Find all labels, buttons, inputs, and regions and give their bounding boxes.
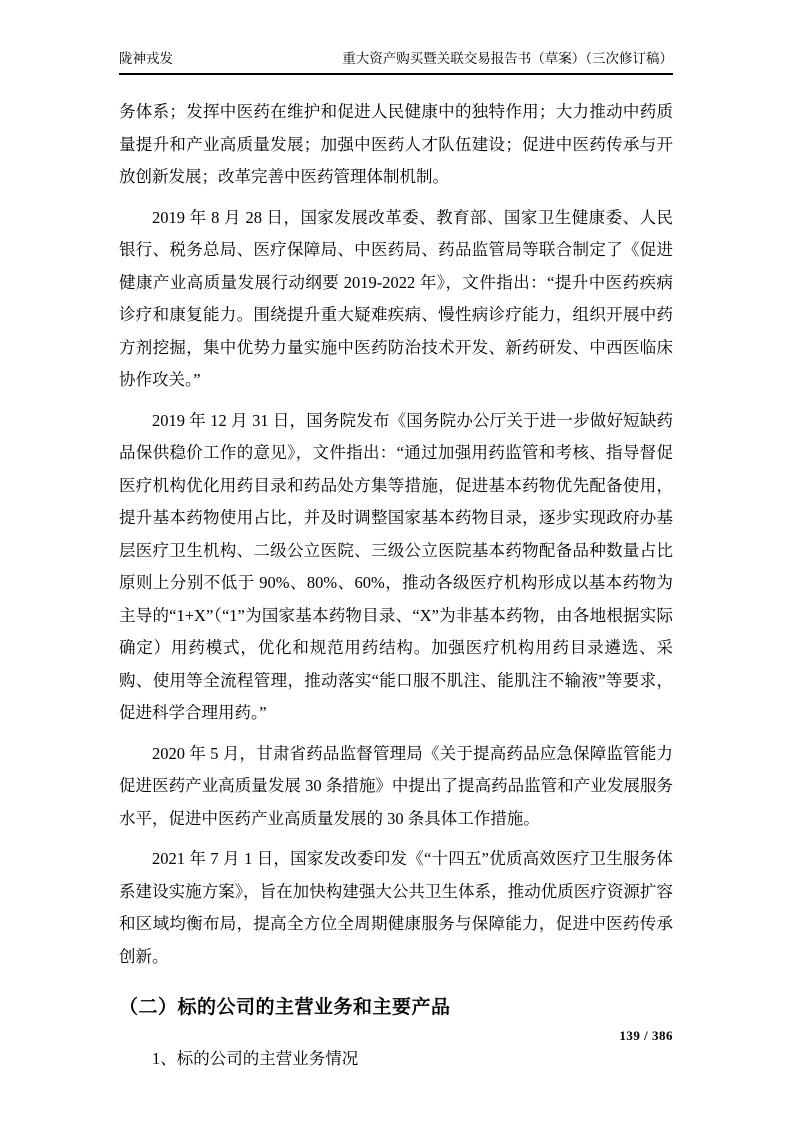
header-company-name: 陇神戎发: [119, 51, 173, 66]
body-paragraph: 2020 年 5 月，甘肃省药品监督管理局《关于提高药品应急保障监管能力促进医药产业高质量发展 30 条措施》中提出了提高药品监管和产业发展服务水平，促进中医药产业高质量发展的 30 条具体工作措施。: [119, 743, 673, 828]
document-body: [119, 96, 673, 1071]
body-paragraph: 2019 年 8 月 28 日，国家发展改革委、教育部、国家卫生健康委、人民银行、税务总局、医疗保障局、中医药局、药品监管局等联合制定了《促进健康产业高质量发展行动纲要 2019-2022 年》，文件指出：“提升中医药疾病诊疗和康复能力。围绕提升重大疑难疾病、慢性病诊疗能力，组织开展中药方剂挖掘，集中优势力量实施中医药防治技术开发、新药研发、中西医临床协作攻关。”: [119, 207, 673, 389]
subsection-heading: 1、标的公司的主营业务情况: [152, 1049, 359, 1068]
body-paragraph: 务体系；发挥中医药在维护和促进人民健康中的独特作用；大力推动中药质量提升和产业高质量发展；加强中医药人才队伍建设；促进中医药传承与开放创新发展；改革完善中医药管理体制机制。: [119, 102, 673, 186]
page-footer: [619, 1028, 673, 1044]
section-heading: （二）标的公司的主营业务和主要产品: [119, 997, 451, 1018]
body-paragraph: 2021 年 7 月 1 日，国家发改委印发《“十四五”优质高效医疗卫生服务体系建设实施方案》，旨在加快构建强大公共卫生体系，推动优质医疗资源扩容和区域均衡布局，提高全方位全周期健康服务与保障能力，促进中医药传承创新。: [119, 849, 673, 966]
header-document-title: 重大资产购买暨关联交易报告书（草案）（三次修订稿）: [342, 51, 673, 66]
page-header: [119, 50, 673, 75]
body-paragraph: 2019 年 12 月 31 日，国务院发布《国务院办公厅关于进一步做好短缺药品保供稳价工作的意见》，文件指出：“通过加强用药监管和考核、指导督促医疗机构优化用药目录和药品处方集等措施，促进基本药物优先配备使用，提升基本药物使用占比，并及时调整国家基本药物目录，逐步实现政府办基层医疗卫生机构、二级公立医院、三级公立医院基本药物配备品种数量占比原则上分别不低于 90%、80%、60%，推动各级医疗机构形成以基本药物为主导的“1+X”（“1”为国家基本药物目录、“X”为非基本药物，由各地根据实际确定）用药模式，优化和规范用药结构。加强医疗机构用药目录遴选、采购、使用等全流程管理，推动落实“能口服不肌注、能肌注不输液”等要求，促进科学合理用药。”: [119, 410, 673, 722]
page-number: 139 / 386: [619, 1028, 673, 1043]
